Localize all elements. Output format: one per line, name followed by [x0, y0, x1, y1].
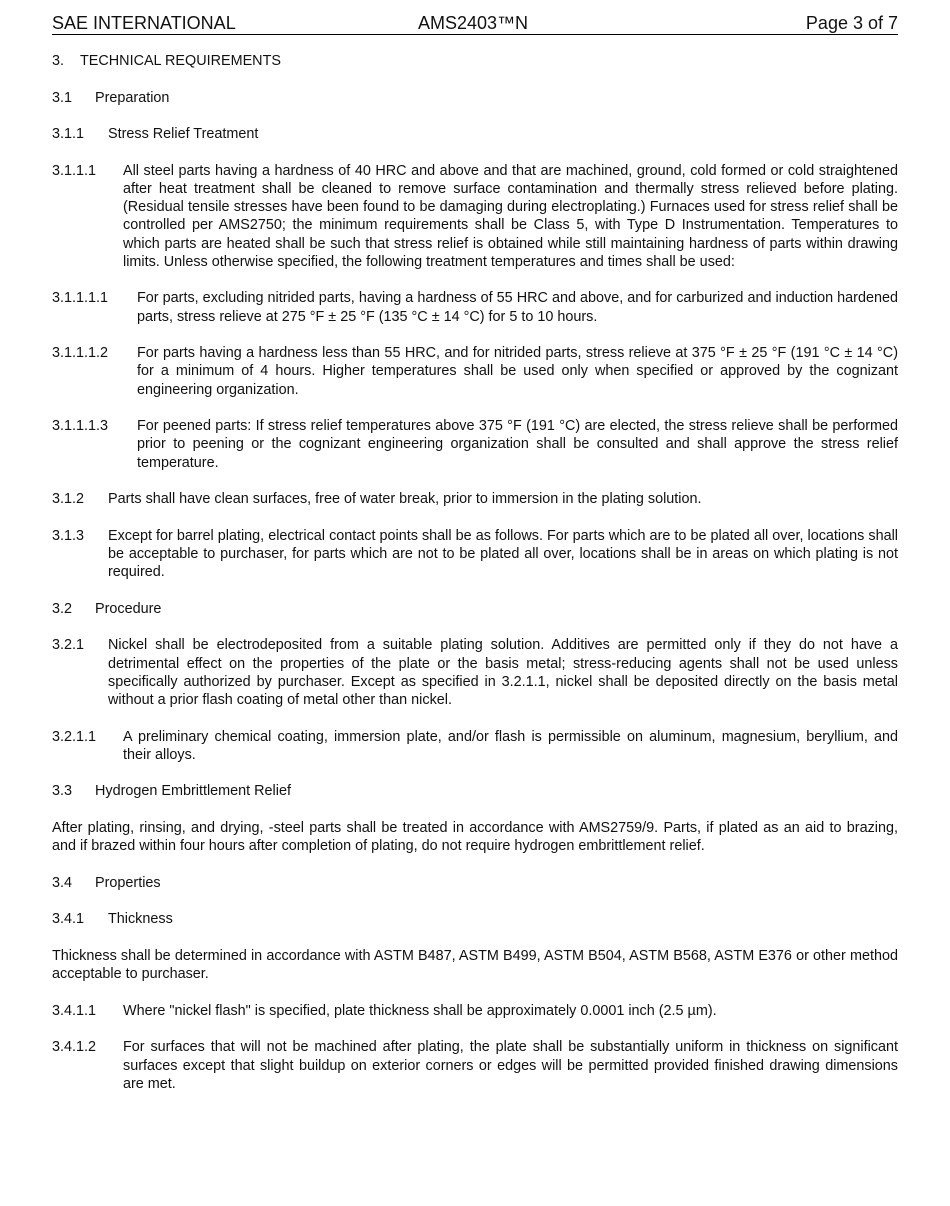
section-3-1-1-1 — [52, 162, 898, 271]
page-header — [52, 12, 898, 35]
section-text: A preliminary chemical coating, immersion plate, and/or flash is permissible on aluminum, magnesium, beryllium, and their alloys. — [123, 728, 898, 763]
section-heading: TECHNICAL REQUIREMENTS — [80, 53, 281, 69]
section-text: Except for barrel plating, electrical contact points shall be as follows. For parts which are to be plated all over, locations shall be acceptable to purchaser, for parts which are not to be plated all over, locations shall be in areas on which plating is not required. — [108, 527, 898, 581]
section-number: 3.4.1.1 — [52, 1002, 97, 1019]
section-number: 3. — [52, 53, 65, 69]
section-number: 3.3 — [52, 783, 73, 800]
header-organization: SAE INTERNATIONAL — [52, 13, 236, 33]
section-3-4-1-1 — [52, 1002, 898, 1020]
section-3 — [52, 52, 898, 70]
section-3-3-paragraph: After plating, rinsing, and drying, -steel parts shall be treated in accordance with AMS2759/9. Parts, if plated as an aid to brazing, and if brazed within four hours after completion of plating, do not require hydrogen embrittlement relief. — [52, 819, 898, 855]
section-number: 3.1.1.1 — [52, 162, 97, 179]
section-3-1-1 — [52, 125, 898, 143]
section-number: 3.4 — [52, 874, 73, 891]
header-document-number: AMS2403™N — [418, 13, 529, 33]
section-text: For peened parts: If stress relief temperatures above 375 °F (191 °C) are elected, the stress relieve shall be performed prior to peening or the cognizant engineering organization shall be consulted and shall approve the stress relief temperature. — [137, 418, 898, 471]
section-3-3 — [52, 782, 898, 800]
section-heading: Thickness — [108, 911, 173, 928]
section-text: For parts having a hardness less than 55 HRC, and for nitrided parts, stress relieve at 375 °F ± 25 °F (191 °C ± 14 °C) for a minimum of 4 hours. Higher temperatures shall be used only when specified or approved by the cognizant engineering organization. — [137, 345, 898, 398]
section-number: 3.1.3 — [52, 527, 85, 544]
section-text: For parts, excluding nitrided parts, having a hardness of 55 HRC and above, and for carburized and induction hardened parts, stress relieve at 275 °F ± 25 °F (135 °C ± 14 °C) for 5 to 10 hours. — [137, 290, 898, 325]
section-text: All steel parts having a hardness of 40 HRC and above and that are machined, ground, cold formed or cold straightened after heat treatment shall be cleaned to remove surface contamination and thermally stress relieved before plating. (Residual tensile stresses have been found to be damaging during electroplating.) Furnaces used for stress relief shall be controlled per AMS2750; the minimum requirements shall be Class 5, with Type D Instrumentation. Temperatures to which parts are heated shall be such that stress relief is obtained while still maintaining hardness of parts within drawing limits. Unless otherwise specified, the following treatment temperatures and times shall be used: — [123, 162, 898, 270]
section-text: For surfaces that will not be machined after plating, the plate shall be substantially uniform in thickness on significant surfaces except that slight buildup on exterior corners or edges will be permitted provided finished drawing dimensions are met. — [123, 1039, 898, 1092]
section-3-2-1 — [52, 636, 898, 709]
section-text: Nickel shall be electrodeposited from a suitable plating solution. Additives are permitted only if they do not have a detrimental effect on the properties of the plate or the basis metal; stress-reducing agents shall not be used unless specifically authorized by purchaser. Except as specified in 3.2.1.1, nickel shall be deposited directly on the basis metal without a prior flash coating of metal other than nickel. — [108, 637, 898, 708]
section-number: 3.1.2 — [52, 491, 85, 508]
section-text: Parts shall have clean surfaces, free of water break, prior to immersion in the plating solution. — [108, 491, 702, 508]
section-3-1-1-1-2 — [52, 344, 898, 399]
section-3-4-1-2 — [52, 1038, 898, 1093]
section-3-2 — [52, 600, 898, 618]
section-3-1-1-1-3 — [52, 417, 898, 472]
header-page-number: Page 3 of 7 — [805, 13, 898, 33]
section-number: 3.2 — [52, 600, 73, 617]
section-3-1-1-1-1 — [52, 289, 898, 325]
document-body — [52, 52, 898, 1111]
section-number: 3.1.1 — [52, 126, 85, 143]
section-number: 3.4.1.2 — [52, 1039, 97, 1056]
section-3-1 — [52, 89, 898, 107]
section-number: 3.1.1.1.1 — [52, 290, 109, 307]
section-number: 3.1 — [52, 89, 73, 106]
section-3-1-3 — [52, 527, 898, 582]
section-heading: Stress Relief Treatment — [108, 126, 259, 143]
section-3-4-1-paragraph: Thickness shall be determined in accordance with ASTM B487, ASTM B499, ASTM B504, ASTM B568, ASTM E376 or other method acceptable to purchaser. — [52, 947, 898, 983]
section-number: 3.2.1 — [52, 637, 85, 654]
section-heading: Hydrogen Embrittlement Relief — [95, 783, 291, 800]
section-number: 3.4.1 — [52, 911, 85, 928]
section-heading: Procedure — [95, 600, 162, 617]
section-text: Where "nickel flash" is specified, plate thickness shall be approximately 0.0001 inch (2.5 µm). — [123, 1002, 717, 1019]
section-heading: Properties — [95, 874, 161, 891]
section-3-1-2 — [52, 490, 898, 508]
section-number: 3.1.1.1.3 — [52, 418, 109, 435]
section-3-4 — [52, 874, 898, 892]
section-number: 3.1.1.1.2 — [52, 345, 109, 362]
section-number: 3.2.1.1 — [52, 728, 97, 745]
section-3-2-1-1 — [52, 728, 898, 764]
section-3-4-1 — [52, 910, 898, 928]
section-heading: Preparation — [95, 89, 170, 106]
